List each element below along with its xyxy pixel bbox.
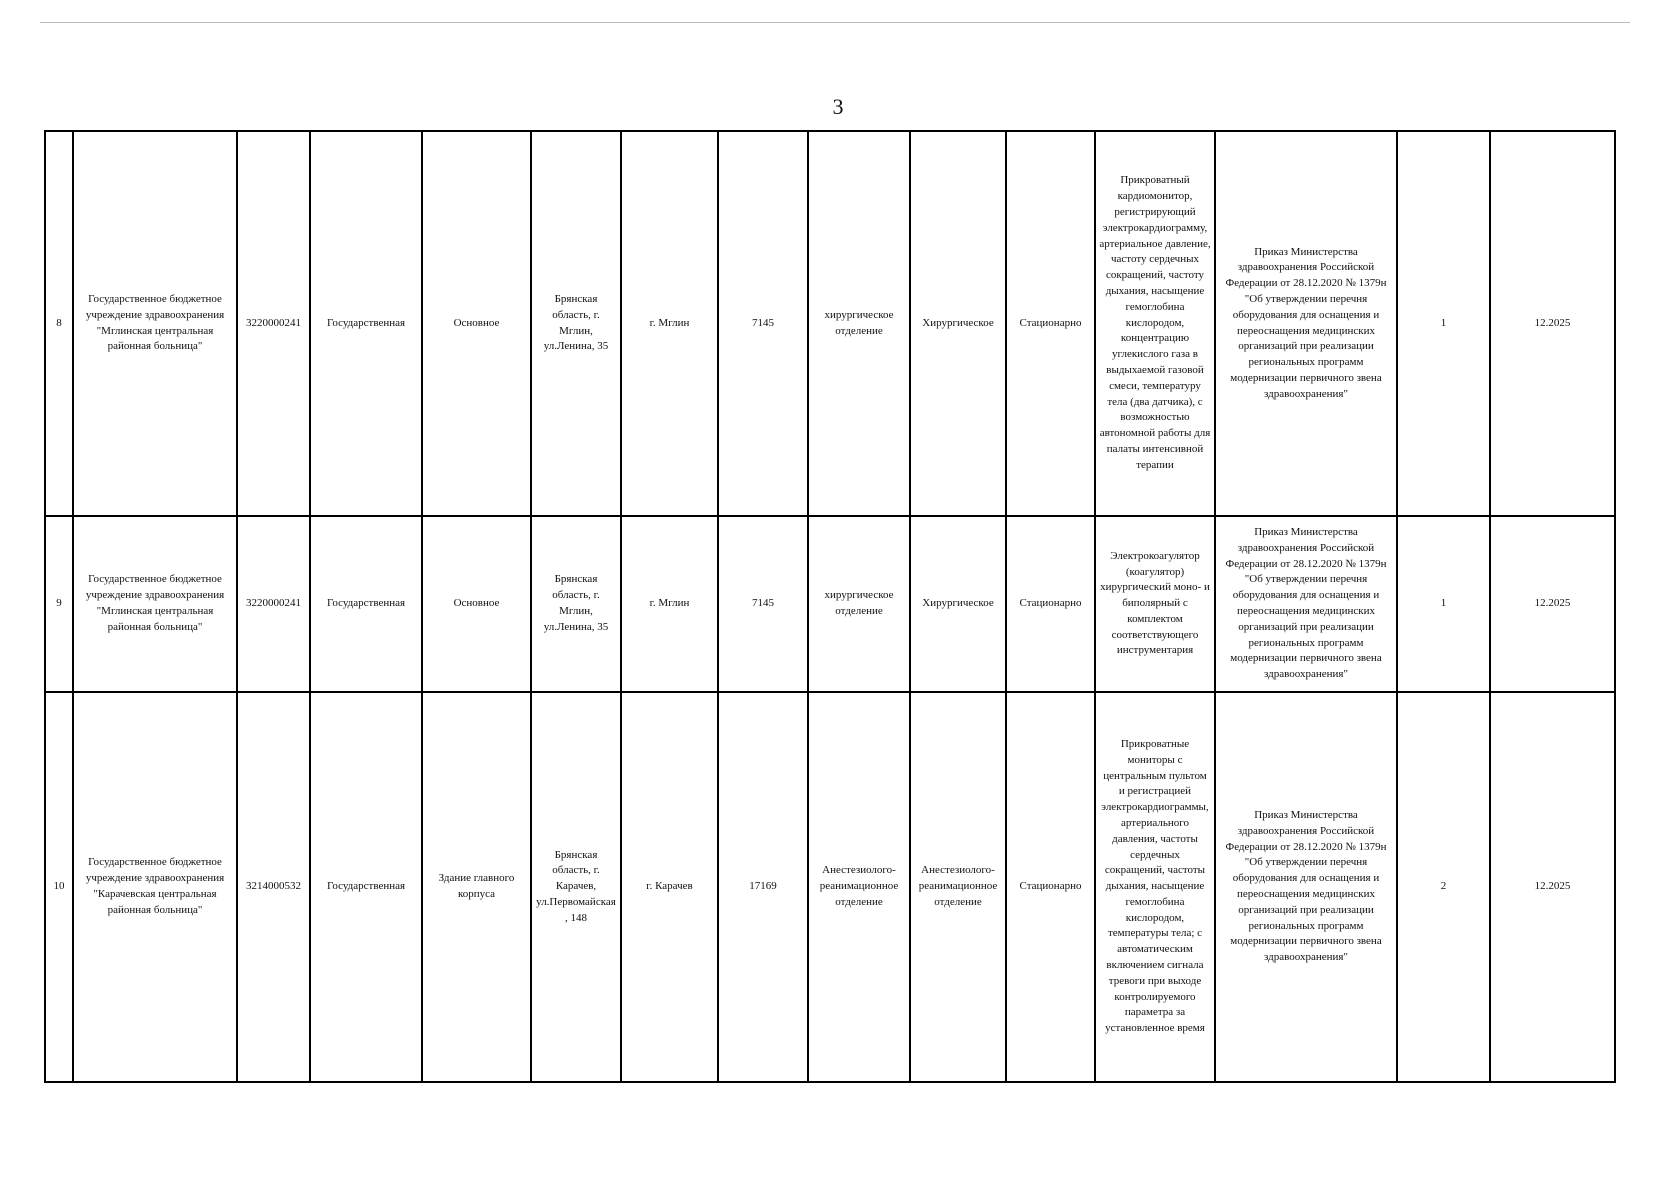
building-name: Основное — [422, 516, 531, 692]
address: Брянская область, г. Мглин, ул.Ленина, 35 — [531, 131, 621, 516]
building-name: Здание главного корпуса — [422, 692, 531, 1082]
equipment-description: Прикроватный кардиомонитор, регистрирующий электрокардиограмму, артериальное давление, частоту сердечных сокращений, частоту дыхания, насыщение гемоглобина кислородом, концентрацию углекислого газа в выдыхаемой газовой смеси, температуру тела (два датчика), с возможностью автономной работы для палаты интенсивной терапии — [1095, 131, 1215, 516]
equipment-description: Электрокоагулятор (коагулятор) хирургический моно- и биполярный с комплектом соответствующего инструментария — [1095, 516, 1215, 692]
row-number: 9 — [45, 516, 73, 692]
deadline: 12.2025 — [1490, 131, 1615, 516]
address: Брянская область, г. Мглин, ул.Ленина, 35 — [531, 516, 621, 692]
regulatory-standard: Приказ Министерства здравоохранения Российской Федерации от 28.12.2020 № 1379н "Об утверждении перечня оборудования для оснащения и переоснащения медицинских организаций при реализации региональных программ модернизации первичного звена здравоохранения" — [1215, 692, 1397, 1082]
ownership-type: Государственная — [310, 692, 422, 1082]
page-number: 3 — [832, 94, 844, 119]
row-number: 10 — [45, 692, 73, 1082]
care-condition: Стационарно — [1006, 516, 1095, 692]
equipment-quantity: 1 — [1397, 516, 1490, 692]
institution-name: Государственное бюджетное учреждение здравоохранения "Карачевская центральная районная больница" — [73, 692, 237, 1082]
building-name: Основное — [422, 131, 531, 516]
department: хирургическое отделение — [808, 516, 910, 692]
regulatory-standard: Приказ Министерства здравоохранения Российской Федерации от 28.12.2020 № 1379н "Об утверждении перечня оборудования для оснащения и переоснащения медицинских организаций при реализации региональных программ модернизации первичного звена здравоохранения" — [1215, 516, 1397, 692]
department: Анестезиолого-реанимационное отделение — [808, 692, 910, 1082]
institution-name: Государственное бюджетное учреждение здравоохранения "Мглинская центральная районная больница" — [73, 516, 237, 692]
population: 7145 — [718, 131, 808, 516]
city: г. Мглин — [621, 516, 718, 692]
ownership-type: Государственная — [310, 516, 422, 692]
care-profile: Анестезиолого-реанимационное отделение — [910, 692, 1006, 1082]
institution-inn: 3220000241 — [237, 131, 310, 516]
ownership-type: Государственная — [310, 131, 422, 516]
scan-artifact-line — [40, 22, 1630, 23]
population: 7145 — [718, 516, 808, 692]
equipment-quantity: 1 — [1397, 131, 1490, 516]
city: г. Мглин — [621, 131, 718, 516]
deadline: 12.2025 — [1490, 692, 1615, 1082]
population: 17169 — [718, 692, 808, 1082]
institution-name: Государственное бюджетное учреждение здравоохранения "Мглинская центральная районная больница" — [73, 131, 237, 516]
table-row — [45, 692, 1615, 1082]
deadline: 12.2025 — [1490, 516, 1615, 692]
table-row — [45, 131, 1615, 516]
address: Брянская область, г. Карачев, ул.Первомайская, 148 — [531, 692, 621, 1082]
care-profile: Хирургическое — [910, 131, 1006, 516]
city: г. Карачев — [621, 692, 718, 1082]
care-condition: Стационарно — [1006, 692, 1095, 1082]
equipment-register-table — [44, 130, 1616, 1083]
equipment-description: Прикроватные мониторы с центральным пультом и регистрацией электрокардиограммы, артериального давления, частоты сердечных сокращений, частоты дыхания, насыщение гемоглобина кислородом, температуры тела; с автоматическим включением сигнала тревоги при выходе контролируемого параметра за установленное время — [1095, 692, 1215, 1082]
row-number: 8 — [45, 131, 73, 516]
table-row — [45, 516, 1615, 692]
institution-inn: 3220000241 — [237, 516, 310, 692]
equipment-quantity: 2 — [1397, 692, 1490, 1082]
regulatory-standard: Приказ Министерства здравоохранения Российской Федерации от 28.12.2020 № 1379н "Об утверждении перечня оборудования для оснащения и переоснащения медицинских организаций при реализации региональных программ модернизации первичного звена здравоохранения" — [1215, 131, 1397, 516]
care-profile: Хирургическое — [910, 516, 1006, 692]
care-condition: Стационарно — [1006, 131, 1095, 516]
institution-inn: 3214000532 — [237, 692, 310, 1082]
department: хирургическое отделение — [808, 131, 910, 516]
